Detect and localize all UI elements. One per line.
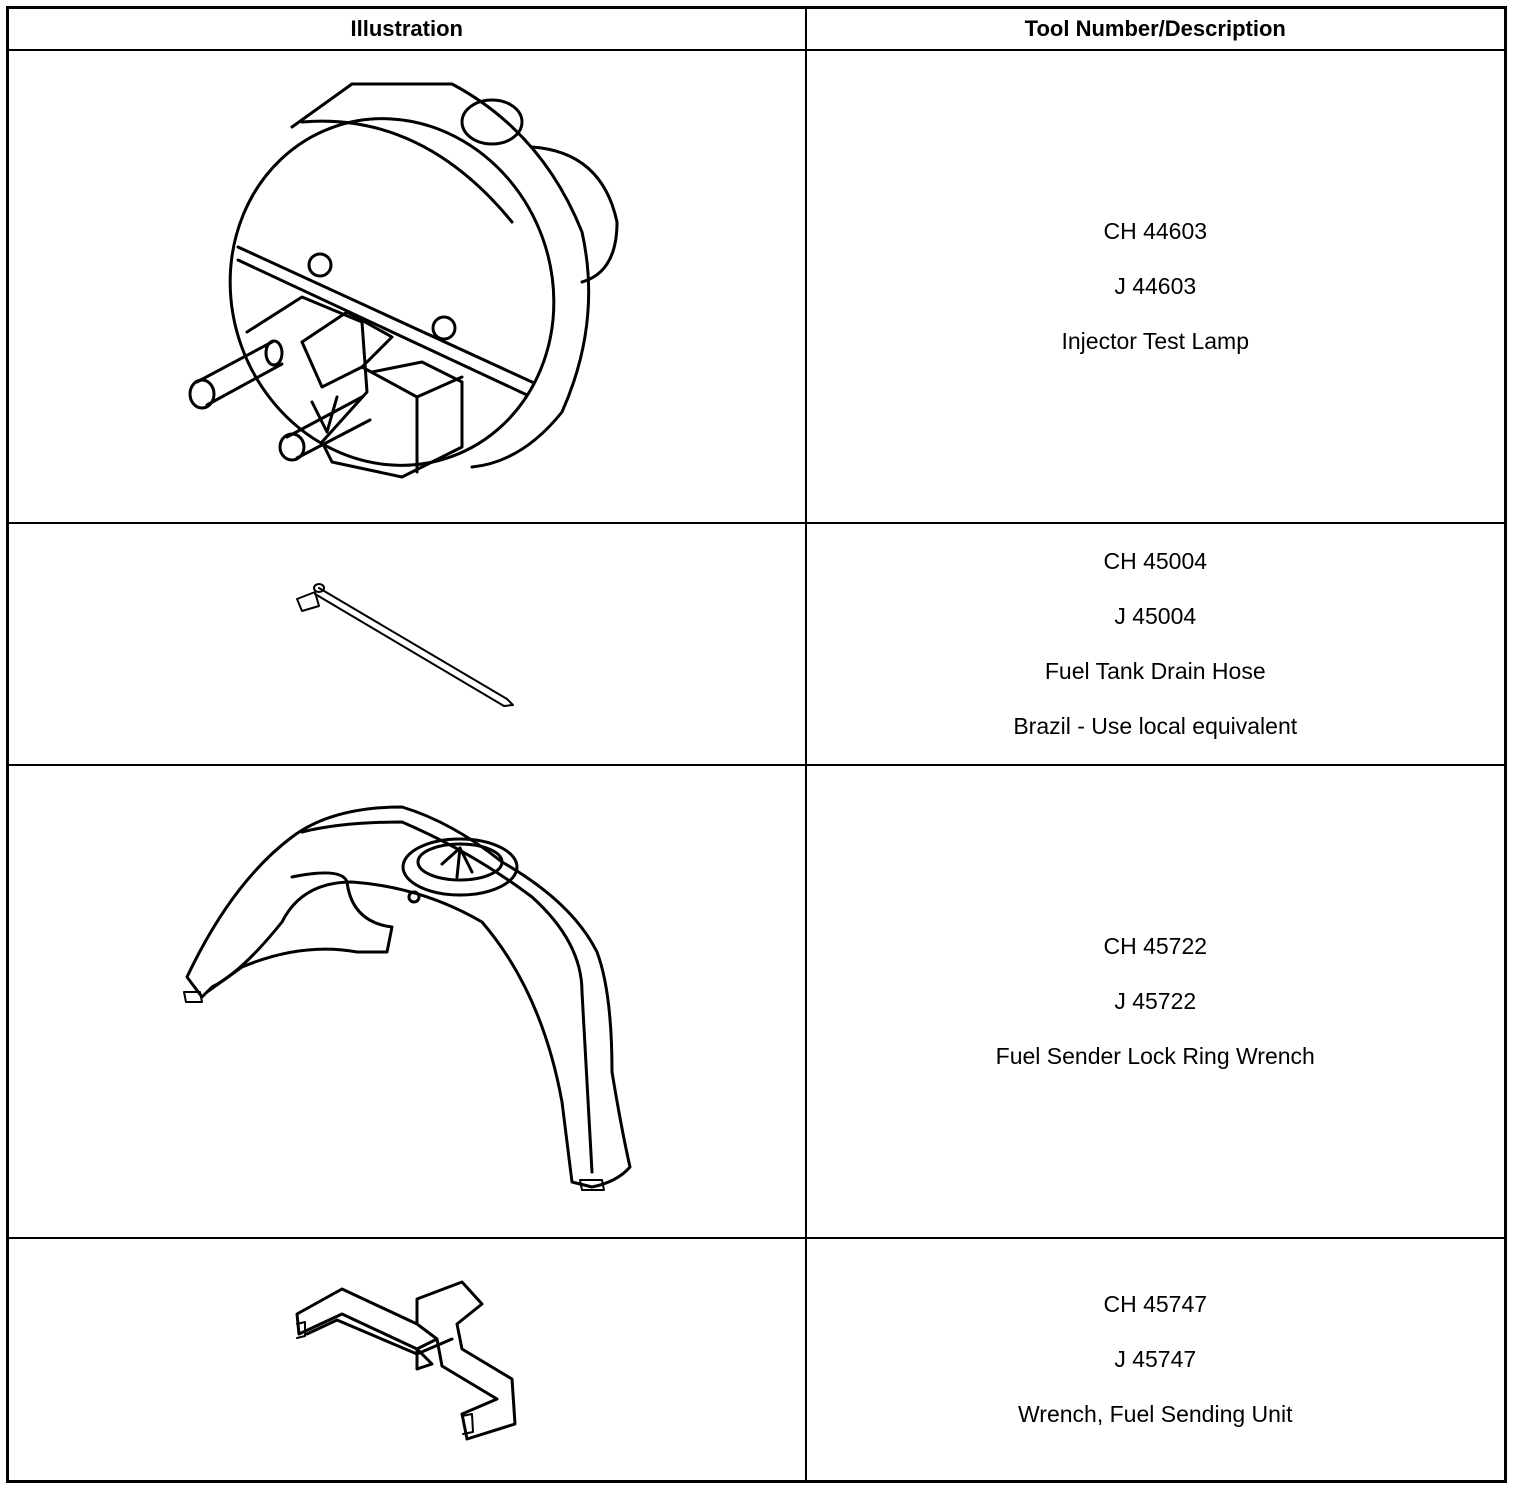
tool-number-j: J 45747: [1114, 1345, 1197, 1372]
illustration-cell: [8, 765, 806, 1238]
description-cell: [806, 1238, 1506, 1481]
illustration-cell: [8, 523, 806, 765]
fuel-sending-unit-wrench-icon: [287, 1274, 527, 1444]
tool-number-ch: CH 44603: [1103, 218, 1208, 244]
tool-description: Injector Test Lamp: [1061, 328, 1249, 354]
tool-number-j: J 45722: [1114, 988, 1197, 1014]
tool-number-ch: CH 45747: [1103, 1290, 1208, 1317]
description-cell: [806, 50, 1506, 523]
tool-number-j: J 44603: [1114, 273, 1197, 299]
tool-table: [6, 6, 1507, 1483]
injector-test-lamp-icon: [177, 77, 637, 497]
header-row: [8, 8, 1506, 51]
tool-number-ch: CH 45722: [1103, 933, 1208, 959]
tool-number-ch: CH 45004: [1103, 548, 1208, 574]
tool-description: Fuel Tank Drain Hose: [1044, 658, 1266, 684]
table-row: [8, 523, 1506, 765]
fuel-tank-drain-hose-icon: [287, 574, 527, 714]
tool-note: Brazil - Use local equivalent: [1013, 713, 1298, 739]
tool-description: Wrench, Fuel Sending Unit: [1018, 1400, 1293, 1427]
tool-number-j: J 45004: [1114, 603, 1197, 629]
table-row: [8, 1238, 1506, 1481]
table-row: [8, 765, 1506, 1238]
description-cell: [806, 765, 1506, 1238]
tool-description: Fuel Sender Lock Ring Wrench: [995, 1043, 1315, 1069]
description-cell: [806, 523, 1506, 765]
lock-ring-wrench-icon: [172, 797, 642, 1207]
header-illustration: Illustration: [8, 8, 806, 51]
illustration-cell: [8, 50, 806, 523]
header-description: Tool Number/Description: [806, 8, 1506, 51]
illustration-cell: [8, 1238, 806, 1481]
table-row: [8, 50, 1506, 523]
